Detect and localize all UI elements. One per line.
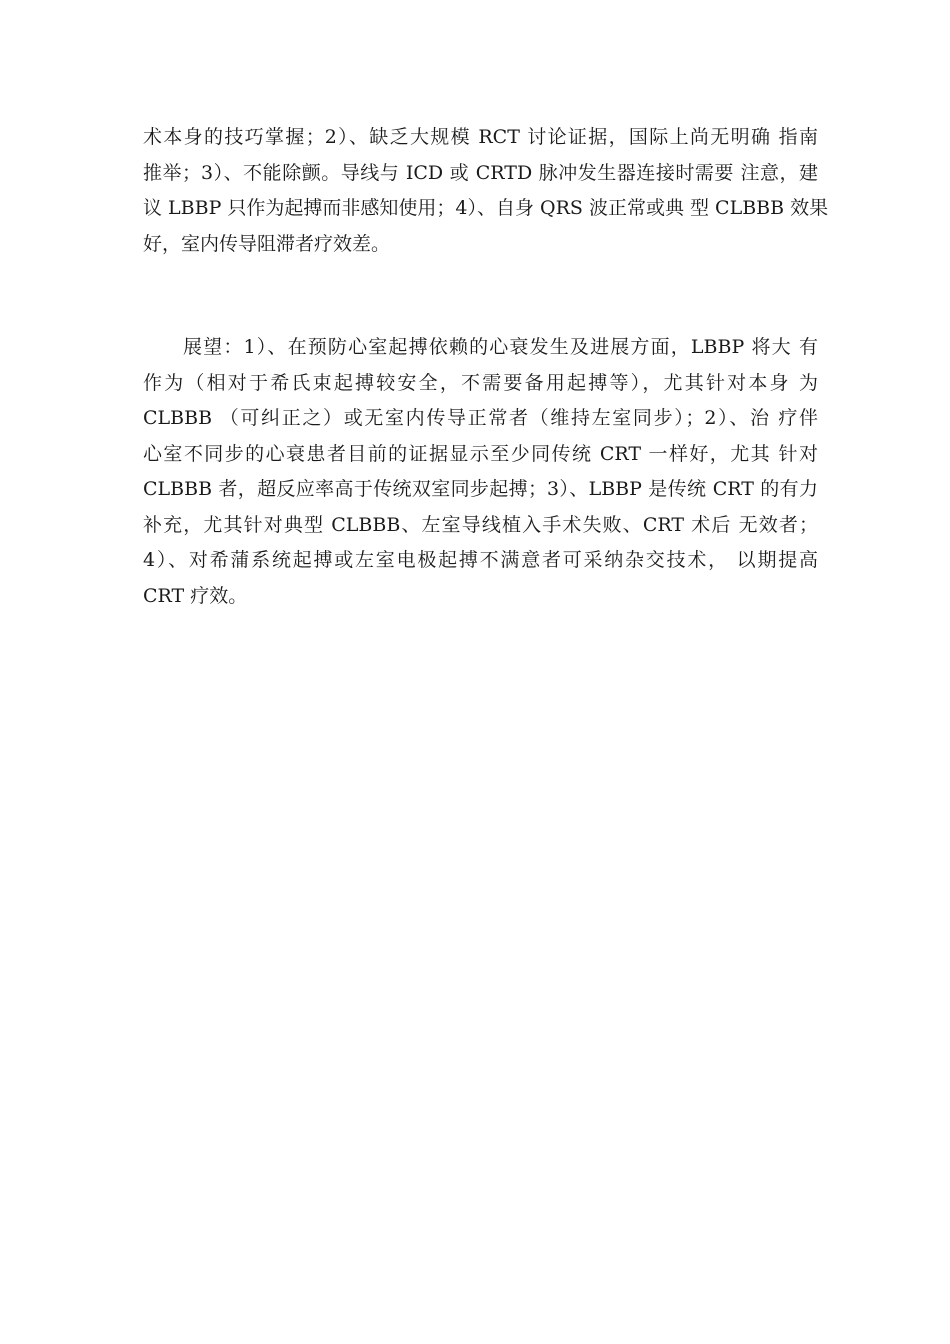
- paragraph-line: 展望：1）、在预防心室起搏依赖的心衰发生及进展方面，LBBP 将大 有: [183, 336, 818, 358]
- paragraph-line: 好，室内传导阻滞者疗效差。: [143, 232, 391, 255]
- paragraph-limitations: [143, 120, 829, 262]
- paragraph-outlook: [143, 330, 818, 614]
- paragraph-line: 作为（相对于希氏束起搏较安全，不需要备用起搏等），尤其针对本身 为: [143, 371, 818, 394]
- paragraph-line: CLBBB （可纠正之）或无室内传导正常者（维持左室同步）；2）、治 疗伴: [143, 407, 818, 429]
- paragraph-line: 补充，尤其针对典型 CLBBB、左室导线植入手术失败、CRT 术后 无效者；: [143, 513, 818, 536]
- paragraph-line: 心室不同步的心衰患者目前的证据显示至少同传统 CRT 一样好，尤其 针对: [143, 442, 818, 465]
- paragraph-line: CRT 疗效。: [143, 584, 248, 607]
- paragraph-line: 议 LBBP 只作为起搏而非感知使用；4）、自身 QRS 波正常或典 型 CLBBB 效果: [143, 197, 829, 219]
- paragraph-line: CLBBB 者，超反应率高于传统双室同步起搏；3）、LBBP 是传统 CRT 的有力: [143, 478, 818, 500]
- paragraph-line: 4）、对希蒲系统起搏或左室电极起搏不满意者可采纳杂交技术， 以期提高: [143, 549, 818, 571]
- paragraph-line: 推举；3）、不能除颤。导线与 ICD 或 CRTD 脉冲发生器连接时需要 注意，建: [143, 161, 818, 184]
- paragraph-line: 术本身的技巧掌握；2）、缺乏大规模 RCT 讨论证据，国际上尚无明确 指南: [143, 126, 818, 148]
